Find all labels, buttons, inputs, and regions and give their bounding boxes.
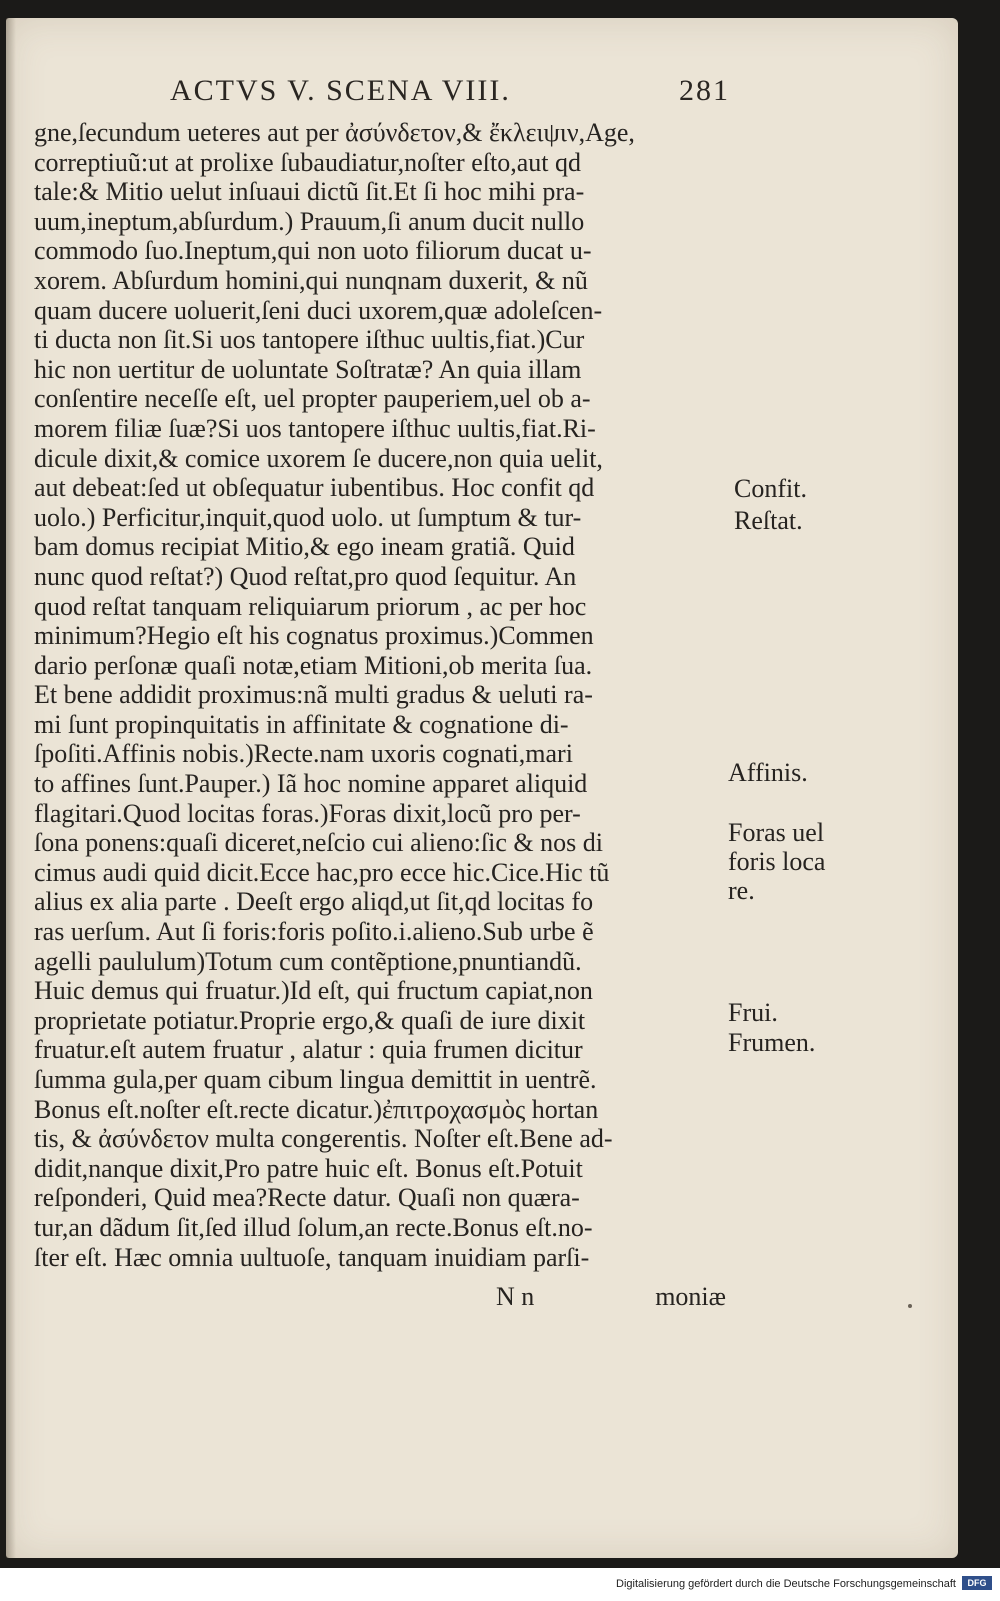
text-line: ti ducta non ſit.Si uos tantopere iſthuc uultis,fiat.)Cur <box>34 325 585 355</box>
commentary-text-block <box>34 118 734 1272</box>
text-line: tis, & ἀσύνδετον multa congerentis. Noſter eſt.Bene ad- <box>34 1124 613 1154</box>
page-number: 281 <box>679 74 730 107</box>
text-line: flagitari.Quod locitas foras.)Foras dixit,locũ pro per- <box>34 798 581 828</box>
margin-note-affinis: Affinis. <box>728 758 808 787</box>
text-line: proprietate potiatur.Proprie ergo,& quaſi de iure dixit <box>34 1005 586 1035</box>
text-line: tur,an dãdum ſit,ſed illud ſolum,an recte.Bonus eſt.no- <box>34 1212 593 1242</box>
text-line: nunc quod reſtat?) Quod reſtat,pro quod ſequitur. An <box>34 561 577 591</box>
funding-credit: Digitalisierung gefördert durch die Deutsche Forschungsgemeinschaft <box>616 1578 956 1590</box>
margin-note-confit: Confit. <box>734 474 807 503</box>
footer-bar <box>0 1568 1000 1601</box>
text-line: conſentire neceſſe eſt, uel propter pauperiem,uel ob a- <box>34 384 591 414</box>
running-head-title: ACTVS V. SCENA VIII. <box>170 74 511 107</box>
margin-note-frui: Frui. <box>728 998 778 1027</box>
text-line: fruatur.eſt autem fruatur , alatur : quia frumen dicitur <box>34 1035 583 1065</box>
text-line: uum,ineptum,abſurdum.) Prauum,ſi anum ducit nullo <box>34 206 585 236</box>
text-line: hic non uertitur de uoluntate Soſtratæ? An quia illam <box>34 354 582 384</box>
text-line: aut debeat:ſed ut obſequatur iubentibus. Hoc confit qd <box>34 473 595 503</box>
text-line: agelli paululum)Totum cum contẽptione,pnuntiandũ. <box>34 946 582 976</box>
text-line: quam ducere uoluerit,ſeni duci uxorem,quæ adoleſcen- <box>34 295 603 325</box>
text-line: mi ſunt propinquitatis in affinitate & cognatione di- <box>34 709 569 739</box>
text-line: cimus audi quid dicit.Ecce hac,pro ecce hic.Cice.Hic tũ <box>34 857 610 887</box>
text-line: gne,ſecundum ueteres aut per ἀσύνδετον,& ἔκλειψιν,Age, <box>34 118 635 147</box>
margin-note-foras-uel: Foras uel <box>728 818 825 847</box>
margin-note-frumen: Frumen. <box>728 1028 816 1057</box>
text-line: ſter eſt. Hæc omnia uultuoſe, tanquam inuidiam parſi- <box>34 1242 590 1272</box>
text-line: uolo.) Perficitur,inquit,quod uolo. ut ſumptum & tur- <box>34 502 582 532</box>
text-line: dicule dixit,& comice uxorem ſe ducere,non quia uelit, <box>34 443 603 473</box>
text-line: Bonus eſt.noſter eſt.recte dicatur.)ἐπιτροχασμὸς hortan <box>34 1094 599 1124</box>
text-line: ſpoſiti.Affinis nobis.)Recte.nam uxoris cognati,mari <box>34 739 573 769</box>
text-line: ſumma gula,per quam cibum lingua demittit in uentrẽ. <box>34 1065 597 1094</box>
text-line: dario perſonæ quaſi notæ,etiam Mitioni,ob merita ſua. <box>34 650 593 680</box>
dfg-logo: DFG <box>962 1576 992 1590</box>
signature-mark: N n <box>496 1282 535 1311</box>
text-line: ras uerſum. Aut ſi foris:foris poſito.i.alieno.Sub urbe ẽ <box>34 917 594 947</box>
margin-note-restat: Reſtat. <box>734 506 803 535</box>
text-line: reſponderi, Quid mea?Recte datur. Quaſi non quæra- <box>34 1183 580 1213</box>
catchline <box>496 1282 726 1316</box>
paper-speck <box>908 1304 912 1308</box>
text-line: bam domus recipiat Mitio,& ego ineam gratiã. Quid <box>34 532 575 562</box>
page-gutter-shadow <box>6 18 16 1558</box>
text-line: quod reſtat tanquam reliquiarum priorum , ac per hoc <box>34 591 587 621</box>
margin-note-re: re. <box>728 876 755 905</box>
text-line: to affines ſunt.Pauper.) Iã hoc nomine apparet aliquid <box>34 769 588 799</box>
text-line: alius ex alia parte . Deeſt ergo aliqd,ut ſit,qd locitas fo <box>34 887 594 917</box>
text-line: correptiuũ:ut at prolixe ſubaudiatur,noſter eſto,aut qd <box>34 147 581 177</box>
text-line: tale:& Mitio uelut inſuaui dictũ ſit.Et ſi hoc mihi pra- <box>34 177 585 207</box>
text-line: Huic demus qui fruatur.)Id eſt, qui fructum capiat,non <box>34 976 593 1006</box>
text-line: minimum?Hegio eſt his cognatus proximus.)Commen <box>34 621 594 651</box>
margin-note-foris-loca: foris loca <box>728 847 826 876</box>
text-line: Et bene addidit proximus:nã multi gradus & ueluti ra- <box>34 680 593 710</box>
text-line: morem filiæ ſuæ?Si uos tantopere iſthuc uultis,fiat.Ri- <box>34 413 596 443</box>
catchword: moniæ <box>655 1282 726 1311</box>
text-line: xorem. Abſurdum homini,qui nunqnam duxerit, & nũ <box>34 265 588 295</box>
text-line: commodo ſuo.Ineptum,qui non uoto filiorum ducat u- <box>34 236 592 266</box>
text-line: didit,nanque dixit,Pro patre huic eſt. Bonus eſt.Potuit <box>34 1153 583 1183</box>
running-head <box>170 74 730 114</box>
text-line: ſona ponens:quaſi diceret,neſcio cui alieno:ſic & nos di <box>34 828 603 858</box>
